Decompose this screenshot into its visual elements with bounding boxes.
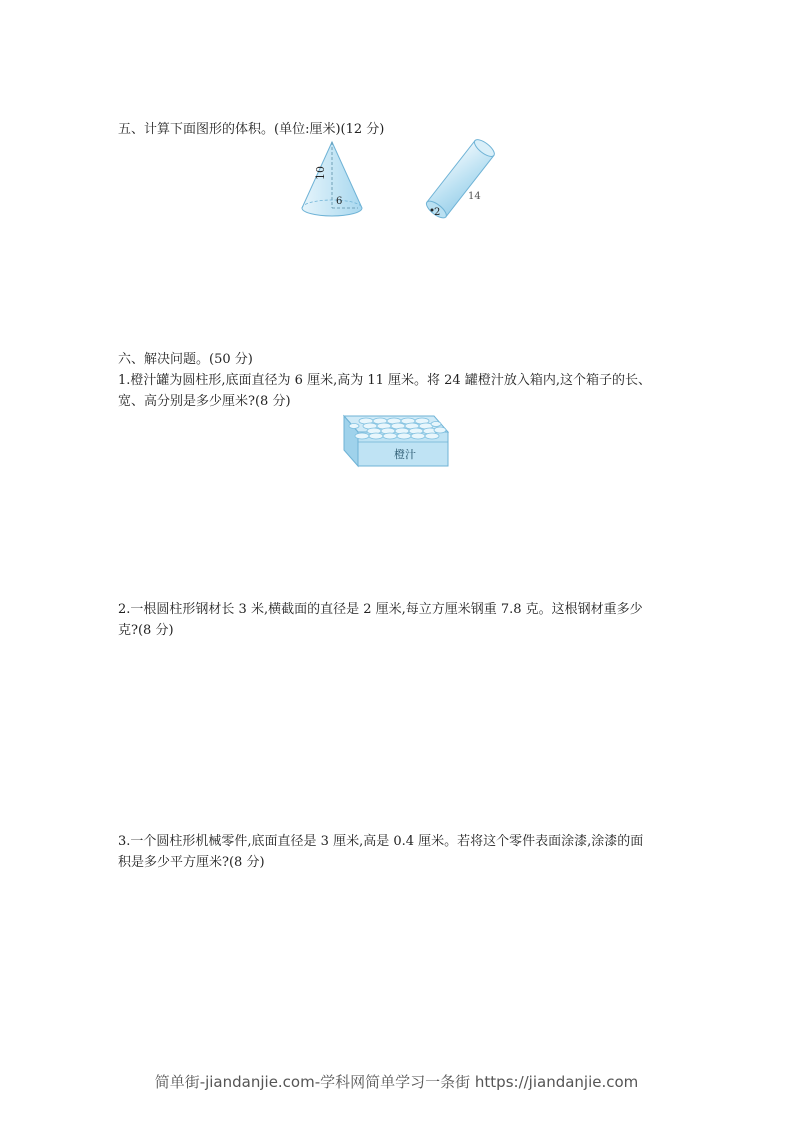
juice-box-label: 橙汁 — [394, 448, 416, 461]
juice-box-figure — [340, 412, 452, 470]
q2-text-line1: 2.一根圆柱形钢材长 3 米,横截面的直径是 2 厘米,每立方厘米钢重 7.8 克。这根钢材重多少 — [118, 602, 643, 617]
cone-radius-label: 6 — [336, 196, 343, 207]
q1-text-line1: 1.橙汁罐为圆柱形,底面直径为 6 厘米,高为 11 厘米。将 24 罐橙汁放入箱内,这个箱子的长、 — [118, 373, 651, 388]
section-6-title: 六、解决问题。(50 分) — [118, 352, 253, 367]
cone-figure — [296, 138, 368, 222]
q3-text-line2: 积是多少平方厘米?(8 分) — [118, 855, 265, 870]
q1-text-line2: 宽、高分别是多少厘米?(8 分) — [118, 394, 291, 409]
section-5-title: 五、计算下面图形的体积。(单位:厘米)(12 分) — [118, 122, 385, 137]
q2-text-line2: 克?(8 分) — [118, 623, 174, 638]
cylinder-figure — [416, 132, 506, 224]
cylinder-diameter-label: 2 — [434, 207, 441, 218]
q3-text-line1: 3.一个圆柱形机械零件,底面直径是 3 厘米,高是 0.4 厘米。若将这个零件表面涂漆,涂漆的面 — [118, 834, 644, 849]
cone-height-label: 10 — [314, 166, 327, 180]
cylinder-length-label: 14 — [468, 191, 481, 202]
page-footer: 简单街-jiandanjie.com-学科网简单学习一条街 https://jiandanjie.com — [154, 1073, 639, 1091]
